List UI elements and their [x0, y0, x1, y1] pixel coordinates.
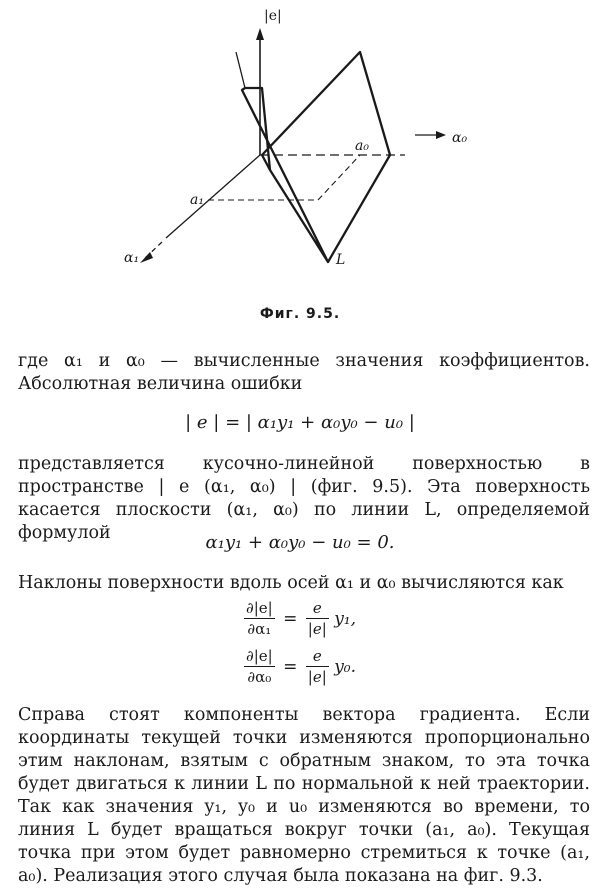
formula-line-L-text: α₁y₁ + α₀y₀ − u₀ = 0. — [205, 532, 395, 553]
surface-left-plane — [242, 88, 328, 262]
formula-abs-error — [0, 412, 600, 433]
deriv1-partial — [244, 598, 275, 639]
a0-axis-label: α₀ — [452, 130, 468, 146]
figure-caption: Фиг. 9.5. — [259, 306, 341, 322]
deriv2-partial — [244, 646, 275, 687]
paragraph-4: Справа стоят компоненты вектора градиента. Если координаты текущей точки изменяются пропорционально этим наклонам, взятым с обратным знаком, то эта точка будет двигаться к линии L по нормальной к ней траектории. Так как значения y₁, y₀ и u₀ изменяются во времени, то линия L будет вращаться вокруг точки (a₁, a₀). Текущая точка при этом будет равномерно стремиться к точке (a₁, a₀). Реализация этого случая была показана на фиг. 9.3. — [18, 705, 590, 886]
paragraph-3: Наклоны поверхности вдоль осей α₁ и α₀ вычисляются как — [18, 573, 564, 593]
deriv1-ratio — [306, 598, 329, 639]
deriv1-ratio-num: e — [306, 598, 329, 619]
a0-axis-arrowhead — [436, 131, 446, 139]
formula-line-L — [0, 532, 600, 553]
deriv1-tail: y₁, — [334, 608, 357, 629]
paragraph-2: представляется кусочно-линейной поверхностью в пространстве | e (α₁, α₀) | (фиг. 9.5). Эта поверхность касается плоскости (α₁, α₀) по линии L, определяемой формулой — [18, 454, 590, 543]
formula-abs-error-text: | e | = | α₁y₁ + α₀y₀ − u₀ | — [185, 412, 415, 433]
para1-line1: где α₁ и α₀ — вычисленные значения коэффициентов. — [18, 351, 590, 371]
deriv2-equals: = — [283, 656, 298, 677]
deriv1-equals: = — [283, 608, 298, 629]
deriv2-ratio-num: e — [306, 646, 329, 667]
deriv2-numerator: ∂|e| — [245, 647, 273, 665]
e-axis-arrowhead — [256, 28, 264, 40]
a1-axis — [166, 155, 260, 238]
figure-9-5 — [0, 0, 600, 300]
surface-right-plane — [262, 52, 390, 262]
para1-line2: Абсолютная величина ошибки — [18, 374, 303, 394]
e-axis-label: |e| — [264, 8, 282, 24]
derivative-a1 — [0, 598, 600, 639]
surface-diagram — [0, 0, 600, 300]
a1-point-label: a₁ — [190, 192, 204, 208]
deriv1-ratio-den: |e| — [307, 620, 327, 638]
deriv2-ratio-den: |e| — [307, 668, 327, 686]
derivative-a0 — [0, 646, 600, 687]
surface-left-back-edge — [236, 52, 245, 88]
a1-axis-label: α₁ — [124, 250, 140, 266]
deriv2-denominator: ∂α₀ — [247, 668, 272, 686]
a0-point-label: a₀ — [355, 138, 369, 154]
line-L-label: L — [336, 252, 346, 268]
a1-axis-arrowhead — [140, 252, 153, 263]
deriv1-numerator: ∂|e| — [245, 599, 273, 617]
deriv2-tail: y₀. — [334, 656, 357, 677]
projection-diag — [318, 155, 360, 200]
paragraph-1 — [18, 350, 590, 396]
deriv1-denominator: ∂α₁ — [247, 620, 272, 638]
deriv2-ratio — [306, 646, 329, 687]
